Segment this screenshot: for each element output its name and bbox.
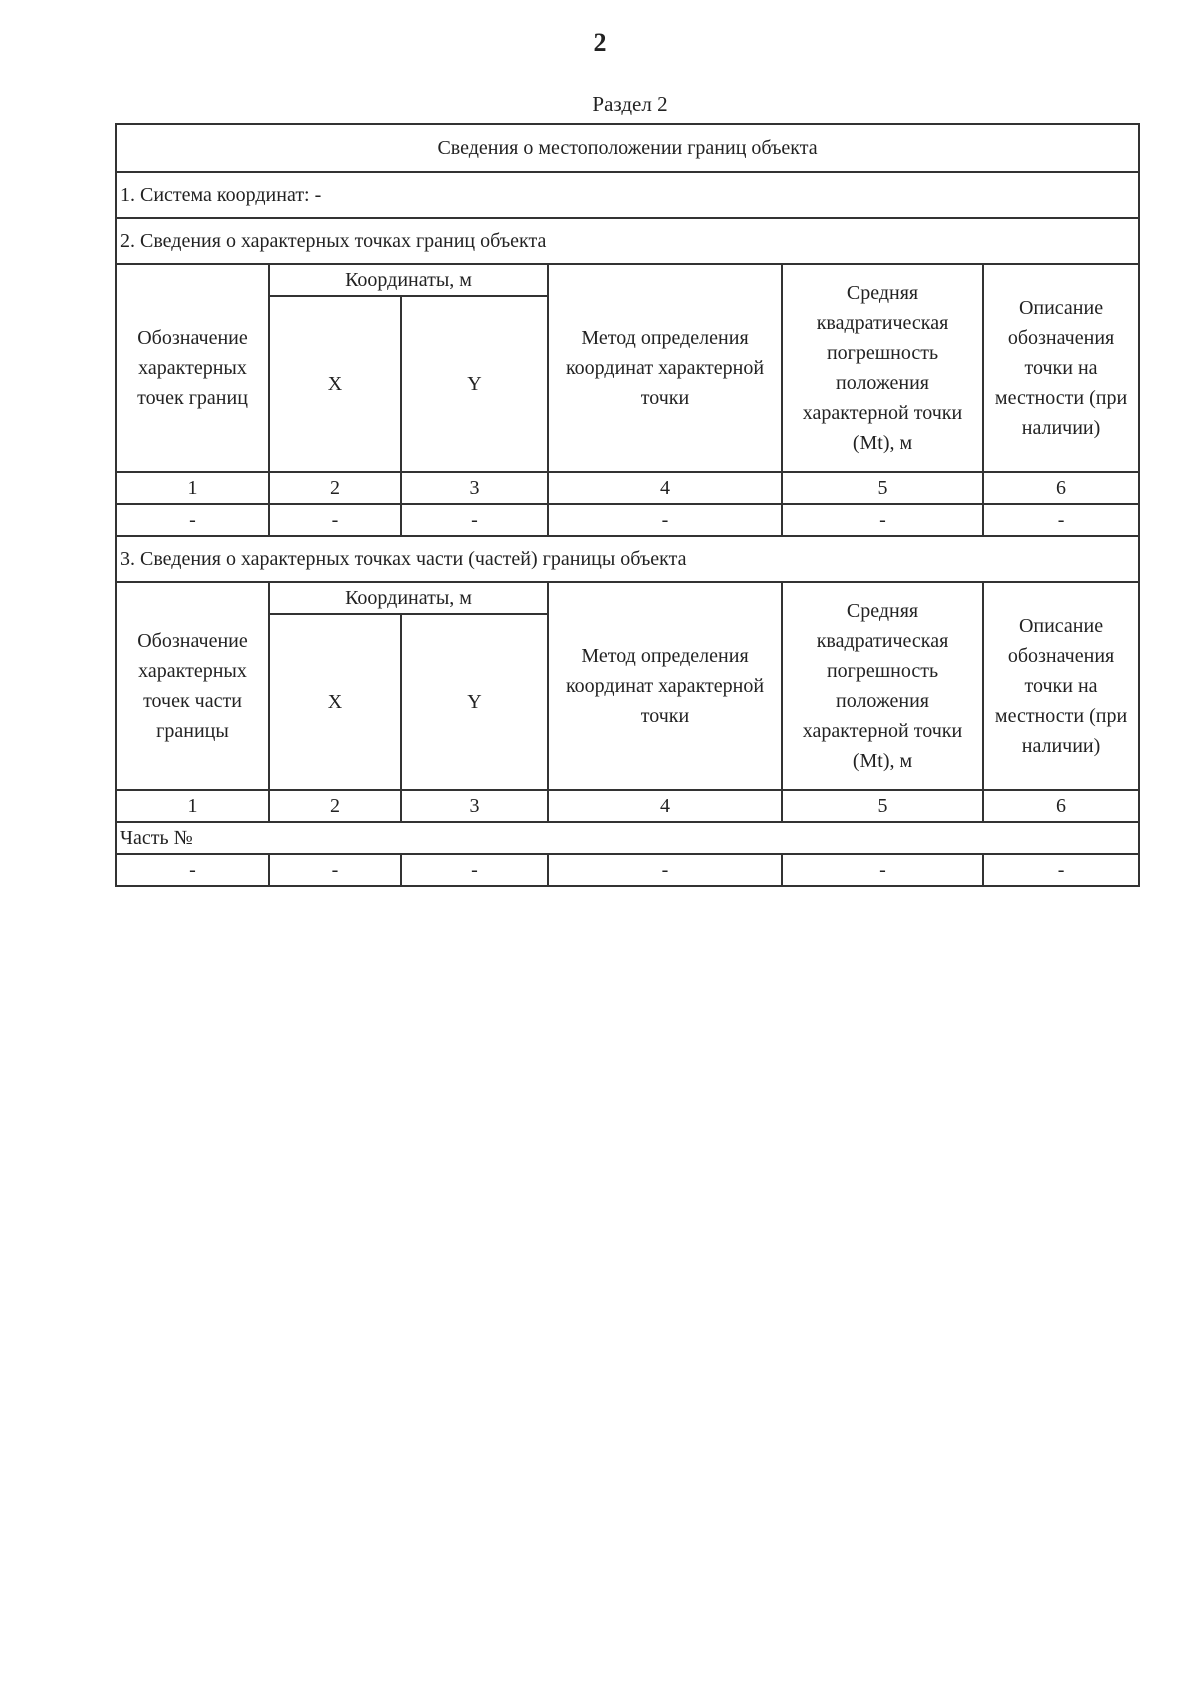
- s3-header-coords: Координаты, м: [269, 582, 548, 614]
- s3-header-designation: Обозначение характерных точек части границы: [116, 582, 269, 790]
- s3-cell: -: [548, 854, 782, 886]
- s2-colnum: 4: [548, 472, 782, 504]
- s2-cell: -: [548, 504, 782, 536]
- s2-cell: -: [983, 504, 1139, 536]
- s3-cell: -: [782, 854, 983, 886]
- section-title: Раздел 2: [592, 92, 668, 116]
- s3-cell: -: [116, 854, 269, 886]
- page-number: 2: [593, 28, 607, 57]
- s2-colnum: 5: [782, 472, 983, 504]
- section2-title: 2. Сведения о характерных точках границ объекта: [116, 218, 1139, 264]
- s2-header-description: Описание обозначения точки на местности (при наличии): [983, 264, 1139, 472]
- section3-title: 3. Сведения о характерных точках части (частей) границы объекта: [116, 536, 1139, 582]
- s3-cell: -: [983, 854, 1139, 886]
- s3-colnum: 1: [116, 790, 269, 822]
- s2-colnum: 6: [983, 472, 1139, 504]
- s2-header-coords: Координаты, м: [269, 264, 548, 296]
- s2-header-y: Y: [401, 296, 548, 472]
- s3-colnum: 6: [983, 790, 1139, 822]
- s3-header-x: X: [269, 614, 401, 790]
- s3-cell: -: [401, 854, 548, 886]
- s2-colnum: 3: [401, 472, 548, 504]
- s3-header-description: Описание обозначения точки на местности (при наличии): [983, 582, 1139, 790]
- s3-header-y: Y: [401, 614, 548, 790]
- s2-cell: -: [401, 504, 548, 536]
- s3-colnum: 2: [269, 790, 401, 822]
- s2-header-error: Средняя квадратическая погрешность положения характерной точки (Mt), м: [782, 264, 983, 472]
- coord-system-row: 1. Система координат: -: [116, 172, 1139, 218]
- s2-cell: -: [782, 504, 983, 536]
- s2-header-x: X: [269, 296, 401, 472]
- s3-cell: -: [269, 854, 401, 886]
- s3-colnum: 5: [782, 790, 983, 822]
- s3-colnum: 4: [548, 790, 782, 822]
- part-label: Часть №: [116, 822, 1139, 854]
- s3-colnum: 3: [401, 790, 548, 822]
- s3-header-method: Метод определения координат характерной точки: [548, 582, 782, 790]
- s2-colnum: 1: [116, 472, 269, 504]
- s3-header-error: Средняя квадратическая погрешность положения характерной точки (Mt), м: [782, 582, 983, 790]
- boundary-location-table: [115, 123, 1140, 887]
- s2-colnum: 2: [269, 472, 401, 504]
- s2-header-designation: Обозначение характерных точек границ: [116, 264, 269, 472]
- table-title: Сведения о местоположении границ объекта: [116, 124, 1139, 172]
- s2-header-method: Метод определения координат характерной точки: [548, 264, 782, 472]
- s2-cell: -: [269, 504, 401, 536]
- s2-cell: -: [116, 504, 269, 536]
